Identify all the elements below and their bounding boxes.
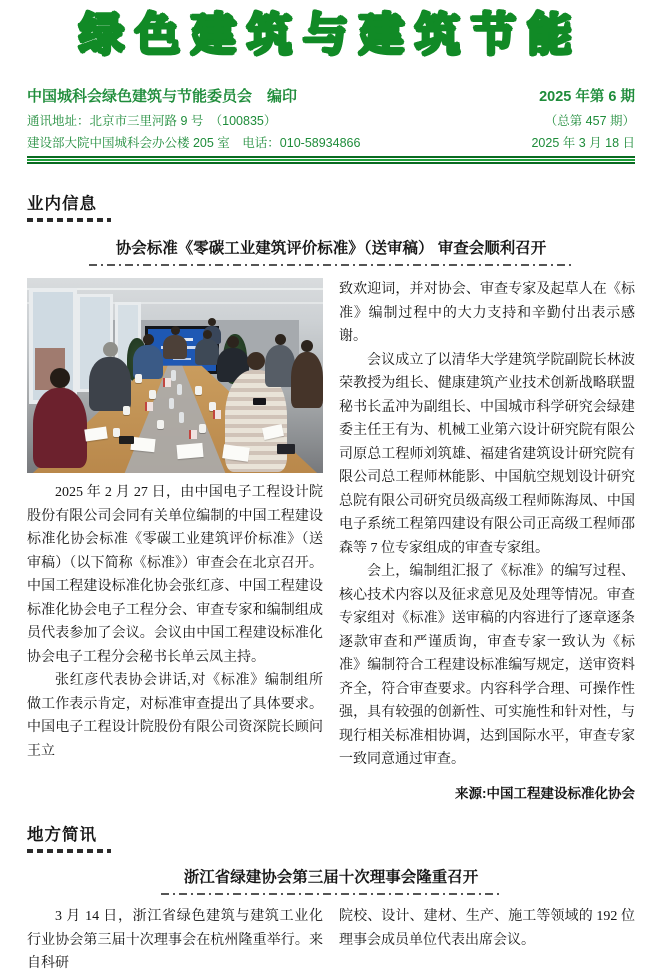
section-heading-text: 业内信息 xyxy=(27,195,97,213)
papers xyxy=(176,443,203,459)
cup xyxy=(195,386,202,395)
laptop xyxy=(253,398,266,405)
water-bottle xyxy=(179,412,184,423)
issue-block xyxy=(531,88,635,149)
attendee xyxy=(163,326,187,359)
article1-source-line: 来源:中国工程建设标准化协会 xyxy=(455,785,635,801)
issue-total: （总第 457 期） xyxy=(544,114,635,128)
article1-left-column xyxy=(27,278,323,805)
article2-left-column xyxy=(27,905,323,976)
attendee xyxy=(291,340,323,408)
section-industry-news xyxy=(27,190,635,222)
cup xyxy=(199,424,206,433)
article1-paragraph: 会议成立了以清华大学建筑学院副院长林波荣教授为组长、健康建筑产业技术创新战略联盟秘书长孟冲为副组长、中国城市科学研究会绿建委主任王有为、机械工业第六设计研究院有限公司原总工程师刘筑雄、福建省建筑设计研究院有限公司总工程师林能影、中国航空规划设计研究总院有限公司研究员级高级工程师陈海凤、中国电子系统工程第四建设有限公司正高级工程师邵森等 7 位专家组成的审查专家组。 xyxy=(339,352,635,556)
article1-paragraph: 张红彦代表协会讲话,对《标准》编制组所做工作表示肯定，对标准审查提出了具体要求。中国电子工程设计院股份有限公司资深院长顾问王立 xyxy=(27,673,323,759)
notebook xyxy=(277,444,295,454)
section-heading-underline xyxy=(27,849,111,853)
water-bottle xyxy=(177,384,182,395)
cup xyxy=(149,390,156,399)
article2-right-column xyxy=(339,905,635,976)
publisher-line: 中国城科会绿色建筑与节能委员会 编印 xyxy=(27,88,298,105)
section-local-news xyxy=(27,821,635,853)
cup xyxy=(135,374,142,383)
water-bottle xyxy=(169,398,174,409)
attendee xyxy=(89,342,131,411)
water-bottle xyxy=(171,370,176,381)
article2-columns xyxy=(27,905,635,976)
name-tent xyxy=(189,430,197,439)
article1-title-underline xyxy=(89,264,574,266)
green-divider-rule xyxy=(27,156,635,164)
name-tent xyxy=(145,402,153,411)
meeting-photo xyxy=(27,278,323,473)
article1-right-column xyxy=(339,278,635,805)
masthead-title: 绿色建筑与建筑节能 xyxy=(78,9,583,60)
section-heading-underline xyxy=(27,218,111,222)
attendee xyxy=(195,330,219,365)
notebook xyxy=(119,436,134,444)
article2-paragraph: 院校、设计、建材、生产、施工等领域的 192 位理事会成员单位代表出席会议。 xyxy=(339,909,635,948)
publisher-block xyxy=(27,88,360,149)
article1-title: 协会标准《零碳工业建筑评价标准》（送审稿） 审查会顺利召开 xyxy=(115,240,547,257)
papers xyxy=(130,437,155,452)
cup xyxy=(123,406,130,415)
article1-paragraph: 致欢迎词，并对协会、审查专家及起草人在《标准》编制过程中的大力支持和辛勤付出表示感谢。 xyxy=(339,282,635,344)
issue-header xyxy=(27,88,635,149)
address-line-2: 建设部大院中国城科会办公楼 205 室 电话：010-58934866 xyxy=(27,135,361,150)
article1-columns xyxy=(27,278,635,805)
section-heading-text: 地方简讯 xyxy=(27,826,97,844)
name-tent xyxy=(163,378,171,387)
attendee xyxy=(33,368,87,468)
article2-title: 浙江省绿建协会第三届十次理事会隆重召开 xyxy=(183,869,479,886)
name-tent xyxy=(213,410,221,419)
article1-paragraph: 会上，编制组汇报了《标准》的编写过程、核心技术内容以及征求意见及处理等情况。审查专家组对《标准》送审稿的内容进行了逐章逐条逐款审查和严谨质询，审查专家一致认为《标准》编制符合工程建设标准编写规定，送审资料齐全，符合审查要求。内容科学合理、可操作性强，具有较强的创新性、可实施性和针对性，与现行相关标准相协调，达到国际水平，审查专家一致同意通过审查。 xyxy=(339,564,635,767)
article2-paragraph: 3 月 14 日，浙江省绿色建筑与建筑工业化行业协会第三届十次理事会在杭州隆重举行。来自科研 xyxy=(27,909,323,971)
attendee xyxy=(133,334,163,379)
issue-number: 2025 年第 6 期 xyxy=(539,89,635,105)
cup xyxy=(157,420,164,429)
issue-date: 2025 年 3 月 18 日 xyxy=(531,135,635,150)
address-line-1: 通讯地址：北京市三里河路 9 号 （100835） xyxy=(27,114,277,128)
article1-paragraph: 2025 年 2 月 27 日，由中国电子工程设计院股份有限公司会同有关单位编制的中国工程建设标准化协会标准《零碳工业建筑评价标准》（送审稿）（以下简称《标准》）审查会在北京召开。中国工程建设标准化协会张红彦、中国工程建设标准化协会电子工程分会、审查专家和编制组成员代表参加了会议。会议由中国工程建设标准化协会电子工程分会秘书长单云凤主持。 xyxy=(27,485,323,665)
newsletter-page xyxy=(0,6,662,976)
article2-title-underline xyxy=(161,893,501,895)
